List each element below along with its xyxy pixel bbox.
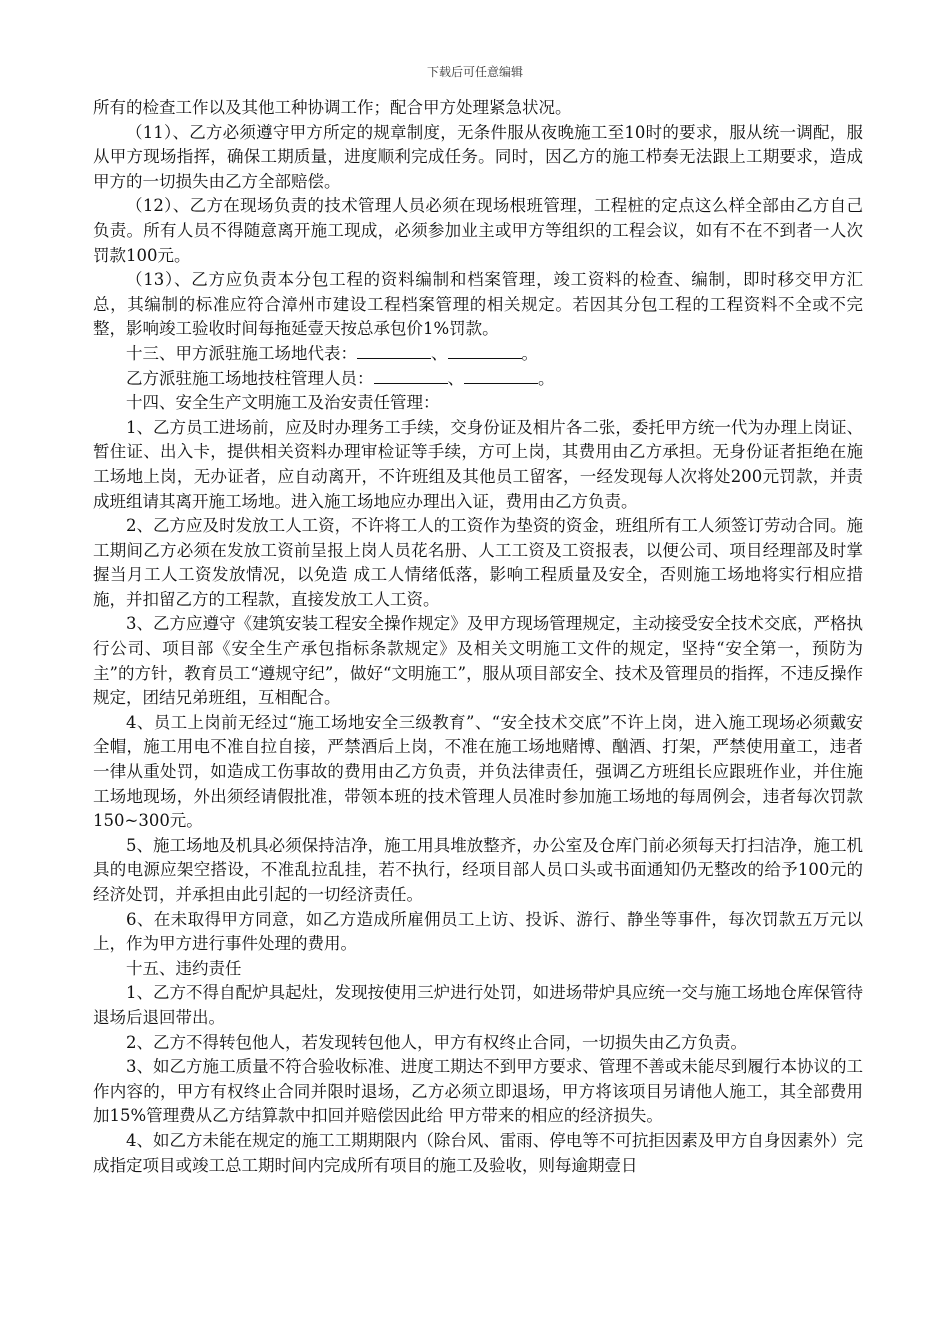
paragraph: 6、在未取得甲方同意，如乙方造成所雇佣员工上访、投诉、游行、静坐等事件，每次罚款五万元以上，作为甲方进行事件处理的费用。 <box>93 909 863 954</box>
party-b-manager-line <box>93 367 863 392</box>
paragraph: 5、施工场地及机具必须保持洁净，施工用具堆放整齐，办公室及仓库门前必须每天打扫洁净，施工机具的电源应架空搭设，不准乱拉乱挂，若不执行，经项目部人员口头或书面通知仍无整改的给予100元的经济处罚，并承担由此引起的一切经济责任。 <box>93 835 863 904</box>
rep-end: 。 <box>538 368 555 388</box>
paragraph: 4、如乙方未能在规定的施工工期期限内（除台风、雷雨、停电等不可抗拒因素及甲方自身因素外）完成指定项目或竣工总工期时间内完成所有项目的施工及验收，则每逾期壹日 <box>93 1130 863 1175</box>
section-heading: 十五、违约责任 <box>126 958 242 978</box>
paragraph: （12）、乙方在现场负责的技术管理人员必须在现场根班管理，工程桩的定点这么样全部由乙方自己负责。所有人员不得随意离开施工现成，必须参加业主或甲方等组织的工程会议，如有不在不到者一人次罚款100元。 <box>93 196 863 265</box>
paragraph: 1、乙方员工进场前，应及时办理务工手续，交身份证及相片各二张，委托甲方统一代为办理上岗证、暂住证、出入卡，提供相关资料办理审检证等手续，方可上岗，其费用由乙方承担。无身份证者拒绝在施工场地上岗，无办证者，应自动离开，不许班组及其他员工留客，一经发现每人次将处200元罚款，并责成班组请其离开施工场地。进入施工场地应办理出入证，费用由乙方负责。 <box>93 417 863 511</box>
paragraph: 所有的检查工作以及其他工种协调工作；配合甲方处理紧急状况。 <box>93 98 572 117</box>
rep-blank-2 <box>464 367 538 384</box>
paragraph: （13）、乙方应负责本分包工程的资料编制和档案管理，竣工资料的检查、编制，即时移交甲方汇总，其编制的标准应符合漳州市建设工程档案管理的相关规定。若因其分包工程的工程资料不全或不完整，影响竣工验收时间每拖延壹天按总承包价1%罚款。 <box>93 270 863 339</box>
rep-blank-2 <box>448 342 522 359</box>
paragraph: 3、如乙方施工质量不符合验收标准、进度工期达不到甲方要求、管理不善或未能尽到履行本协议的工作内容的，甲方有权终止合同并限时退场，乙方必须立即退场，甲方将该项目另请他人施工，其全部费用加15%管理费从乙方结算款中扣回并赔偿因此给 甲方带来的相应的经济损失。 <box>93 1057 863 1126</box>
rep-sep: 、 <box>447 368 464 388</box>
rep-end: 。 <box>521 343 538 363</box>
paragraph: 4、员工上岗前无经过“施工场地安全三级教育”、“安全技术交底”不许上岗，进入施工现场必须戴安全帽，施工用电不准自拉自接，严禁酒后上岗，不准在施工场地赌博、酗酒、打架，严禁使用童工，违者一律从重处罚，如造成工伤事故的费用由乙方负责，并负法律责任，强调乙方班组长应跟班作业，并住施工场地现场，外出须经请假批准，带领本班的技术管理人员准时参加施工场地的每周例会，违者每次罚款150~300元。 <box>93 712 863 831</box>
header-note: 下载后可任意编辑 <box>426 65 523 79</box>
document-body <box>93 96 863 1178</box>
paragraph: （11）、乙方必须遵守甲方所定的规章制度，无条件服从夜晚施工至10时的要求，服从统一调配，服从甲方现场指挥，确保工期质量，进度顺利完成任务。同时，因乙方的施工栉奏无法跟上工期要求，造成甲方的一切损失由乙方全部赔偿。 <box>93 122 863 191</box>
party-a-representative-line <box>93 342 863 367</box>
rep-sep: 、 <box>431 343 448 363</box>
paragraph: 3、乙方应遵守《建筑安装工程安全操作规定》及甲方现场管理规定，主动接受安全技术交底，严格执行公司、项目部《安全生产承包指标条款规定》及相关文明施工文件的规定，坚持“安全第一，预防为主”的方针，教育员工“遵规守纪”，做好“文明施工”，服从项目部安全、技术及管理员的指挥，不违反操作规定，团结兄弟班组，互相配合。 <box>93 614 863 708</box>
paragraph: 1、乙方不得自配炉具起灶，发现按使用三炉进行处罚，如进场带炉具应统一交与施工场地仓库保管待退场后退回带出。 <box>93 983 863 1027</box>
rep-label: 乙方派驻施工场地技柱管理人员： <box>126 368 374 388</box>
rep-blank-1 <box>357 342 431 359</box>
section-heading: 十四、安全生产文明施工及治安责任管理： <box>126 393 440 413</box>
rep-blank-1 <box>374 367 448 384</box>
paragraph: 2、乙方不得转包他人，若发现转包他人，甲方有权终止合同，一切损失由乙方负责。 <box>126 1032 747 1052</box>
rep-label: 十三、甲方派驻施工场地代表： <box>126 343 357 363</box>
paragraph: 2、乙方应及时发放工人工资，不许将工人的工资作为垫资的资金，班组所有工人须签订劳动合同。施工期间乙方必须在发放工资前呈报上岗人员花名册、人工工资及工资报表，以便公司、项目经理部及时掌握当月工人工资发放情况，以免造 成工人情绪低落，影响工程质量及安全，否则施工场地将实行相应措施，并扣留乙方的工程款，直接发放工人工资。 <box>93 516 863 609</box>
